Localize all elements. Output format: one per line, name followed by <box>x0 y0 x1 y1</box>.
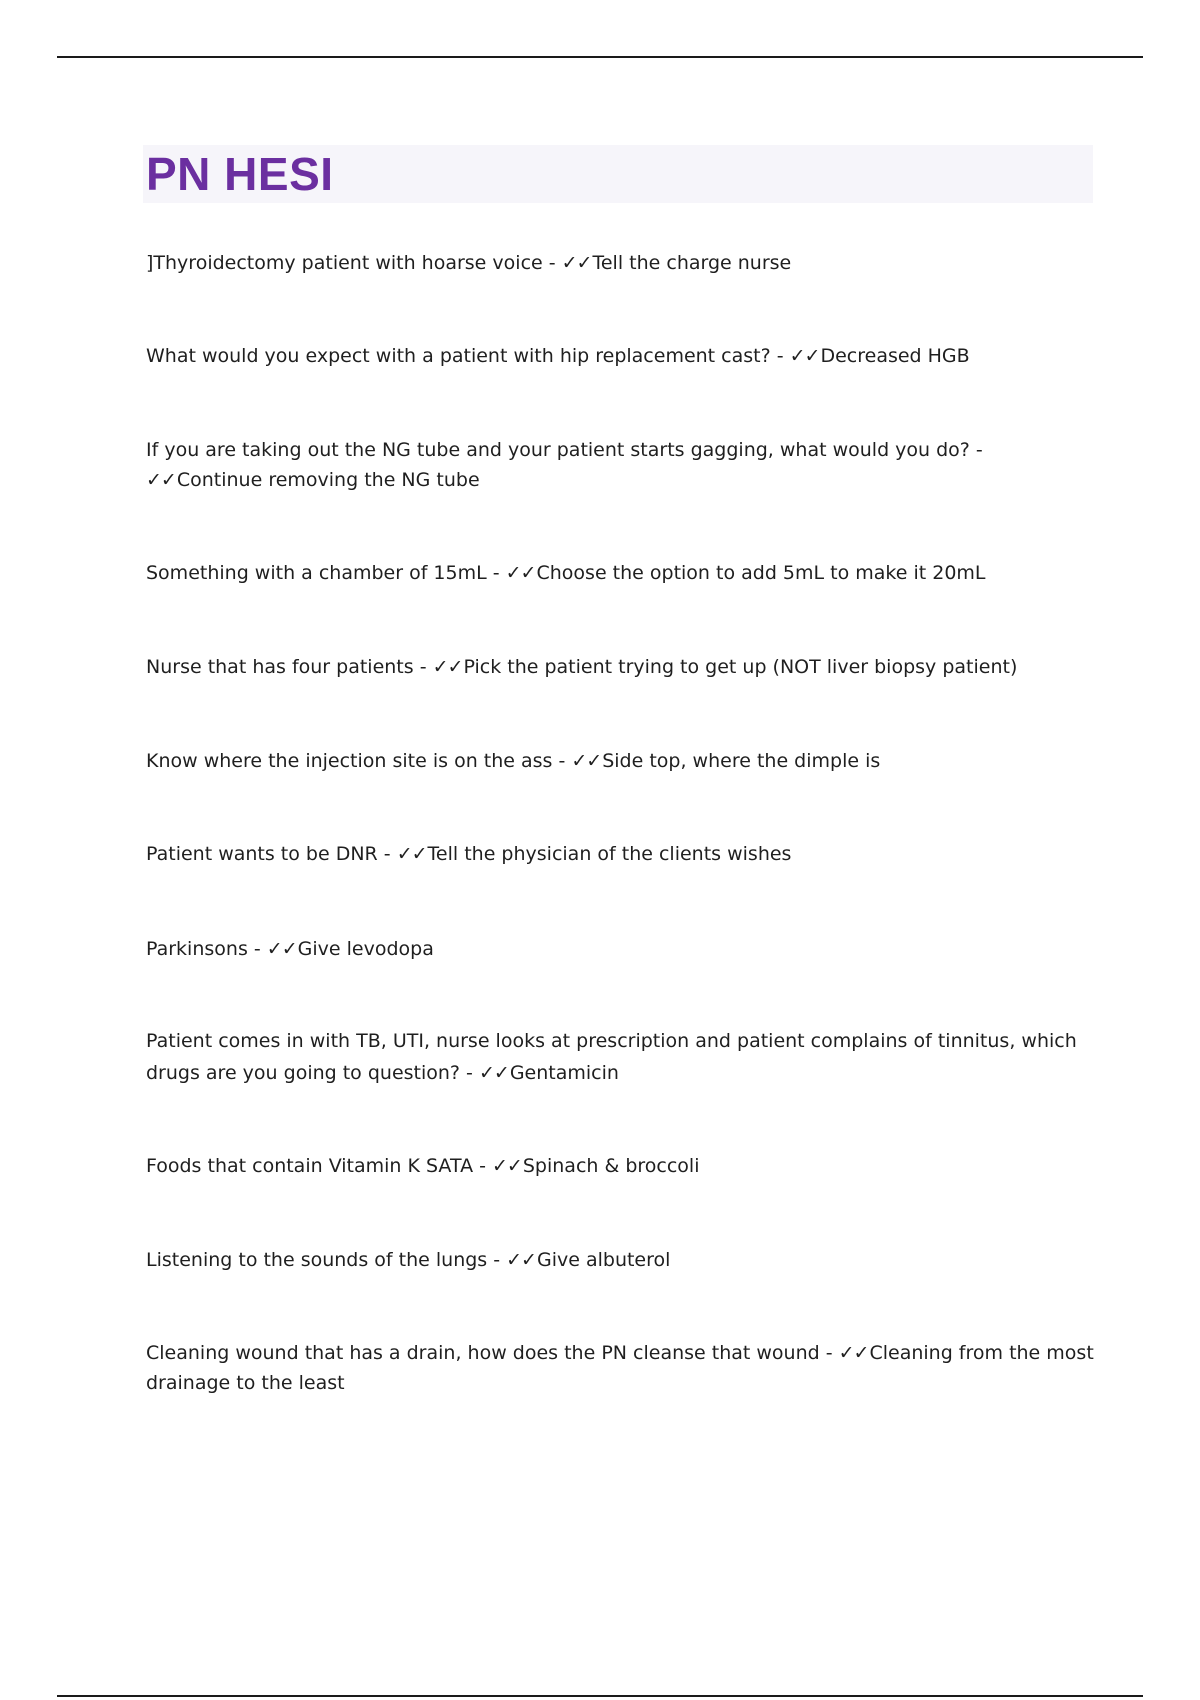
question-text: Parkinsons - <box>146 938 267 960</box>
question-text: Listening to the sounds of the lungs - <box>146 1249 507 1271</box>
question-text: Nurse that has four patients - <box>146 656 433 678</box>
qa-item <box>146 1338 1096 1398</box>
answer-text: Give levodopa <box>297 938 434 960</box>
qa-item <box>146 248 1096 278</box>
check-icon: ✓✓ <box>505 562 536 584</box>
check-icon: ✓✓ <box>266 938 297 960</box>
qa-item <box>146 746 1096 776</box>
check-icon: ✓✓ <box>432 656 463 678</box>
top-rule <box>57 56 1143 58</box>
answer-text: Decreased HGB <box>820 345 970 367</box>
answer-text: Cleaning from the most drainage to the least <box>146 1342 1094 1394</box>
check-icon: ✓✓ <box>396 843 427 865</box>
question-text: If you are taking out the NG tube and your patient starts gagging, what would you do? - <box>146 439 983 461</box>
question-text: Something with a chamber of 15mL - <box>146 562 506 584</box>
qa-item <box>146 435 1096 495</box>
answer-text: Tell the physician of the clients wishes <box>427 843 792 865</box>
answer-text: Gentamicin <box>509 1062 619 1084</box>
question-text: Patient wants to be DNR - <box>146 843 397 865</box>
question-text: Foods that contain Vitamin K SATA - <box>146 1155 493 1177</box>
qa-item <box>146 1151 1096 1181</box>
check-icon: ✓✓ <box>789 345 820 367</box>
check-icon: ✓✓ <box>506 1249 536 1271</box>
answer-text: Continue removing the NG tube <box>176 469 480 491</box>
check-icon: ✓✓ <box>146 469 176 491</box>
qa-item <box>146 1025 1096 1089</box>
question-text: What would you expect with a patient with hip replacement cast? - <box>146 345 790 367</box>
check-icon: ✓✓ <box>571 750 602 772</box>
question-text: Patient comes in with TB, UTI, nurse looks at prescription and patient complains of tinnitus, which drugs are you going to question? - <box>146 1030 1077 1084</box>
qa-item <box>146 839 1096 869</box>
check-icon: ✓✓ <box>561 252 592 274</box>
qa-item <box>146 1245 1096 1275</box>
check-icon: ✓✓ <box>478 1062 509 1084</box>
bottom-rule <box>57 1695 1143 1697</box>
answer-text: Tell the charge nurse <box>592 252 792 274</box>
qa-item <box>146 652 1096 682</box>
question-text: Know where the injection site is on the ass - <box>146 750 572 772</box>
qa-item <box>146 934 1096 964</box>
qa-item <box>146 558 1096 588</box>
question-text: Cleaning wound that has a drain, how does the PN cleanse that wound - <box>146 1342 839 1364</box>
check-icon: ✓✓ <box>838 1342 869 1364</box>
qa-item <box>146 341 1096 371</box>
document-title: PN HESI <box>146 148 334 200</box>
check-icon: ✓✓ <box>492 1155 522 1177</box>
question-text: ]Thyroidectomy patient with hoarse voice - <box>146 252 562 274</box>
answer-text: Pick the patient trying to get up (NOT liver biopsy patient) <box>463 656 1018 678</box>
answer-text: Spinach & broccoli <box>522 1155 700 1177</box>
answer-text: Give albuterol <box>536 1249 671 1271</box>
answer-text: Side top, where the dimple is <box>602 750 881 772</box>
answer-text: Choose the option to add 5mL to make it 20mL <box>536 562 986 584</box>
